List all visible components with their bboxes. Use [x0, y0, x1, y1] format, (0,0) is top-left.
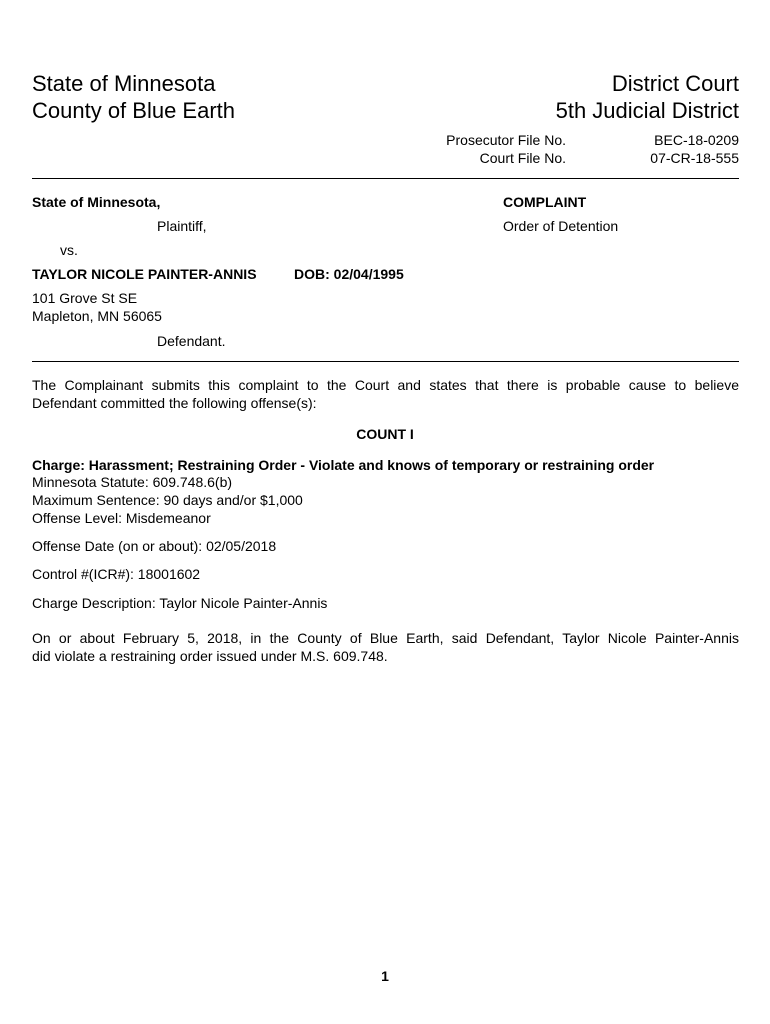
county-heading: County of Blue Earth: [32, 98, 236, 123]
narrative-line-1: On or about February 5, 2018, in the County of Blue Earth, said Defendant, Taylor Nicole Painter-Annis: [32, 630, 739, 646]
intro-line-2: Defendant committed the following offense(s):: [32, 395, 317, 411]
prosecutor-file-number: BEC-18-0209: [654, 132, 739, 148]
court-file-label: Court File No.: [479, 150, 566, 166]
defendant-dob: DOB: 02/04/1995: [294, 266, 404, 282]
district-heading: 5th Judicial District: [555, 98, 739, 123]
page-number: 1: [381, 968, 389, 984]
defendant-address-line1: 101 Grove St SE: [32, 290, 138, 306]
defendant-role: Defendant.: [157, 333, 226, 349]
intro-line-1: The Complainant submits this complaint to the Court and states that there is probable cause to believe: [32, 377, 739, 393]
versus-label: vs.: [60, 242, 78, 258]
complaint-subtitle: Order of Detention: [503, 218, 619, 234]
court-heading: District Court: [611, 71, 739, 96]
charge-description-line: Charge Description: Taylor Nicole Painter-Annis: [32, 595, 328, 611]
count-title: COUNT I: [356, 426, 414, 442]
control-number-line: Control #(ICR#): 18001602: [32, 566, 201, 582]
plaintiff-role: Plaintiff,: [157, 218, 207, 234]
plaintiff-name: State of Minnesota,: [32, 194, 161, 210]
statute-line: Minnesota Statute: 609.748.6(b): [32, 474, 233, 490]
court-file-number: 07-CR-18-555: [650, 150, 739, 166]
defendant-name: TAYLOR NICOLE PAINTER-ANNIS: [32, 266, 257, 282]
header-divider: [32, 178, 739, 179]
caption-divider: [32, 361, 739, 362]
defendant-address-line2: Mapleton, MN 56065: [32, 308, 162, 324]
narrative-line-2: did violate a restraining order issued under M.S. 609.748.: [32, 648, 388, 664]
complaint-title: COMPLAINT: [503, 194, 587, 210]
max-sentence-line: Maximum Sentence: 90 days and/or $1,000: [32, 492, 303, 508]
prosecutor-file-label: Prosecutor File No.: [446, 132, 566, 148]
charge-line: Charge: Harassment; Restraining Order - Violate and knows of temporary or restraining order: [32, 457, 655, 473]
offense-level-line: Offense Level: Misdemeanor: [32, 510, 211, 526]
offense-date-line: Offense Date (on or about): 02/05/2018: [32, 538, 277, 554]
state-heading: State of Minnesota: [32, 71, 216, 96]
